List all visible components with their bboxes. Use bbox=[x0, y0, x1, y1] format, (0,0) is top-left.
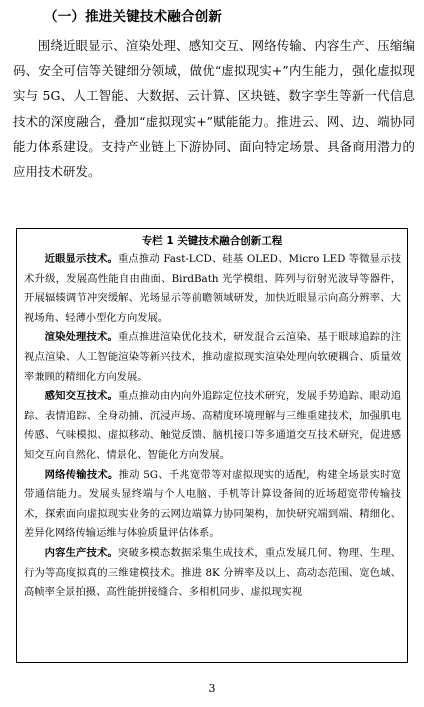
box-item-lead: 渲染处理技术。 bbox=[44, 331, 119, 344]
box-item-near-eye-display bbox=[17, 250, 407, 328]
box-item-rendering bbox=[17, 328, 407, 387]
box-item-lead: 近眼显示技术。 bbox=[44, 253, 118, 265]
section-heading: （一）推进关键技术融合创新 bbox=[44, 9, 223, 25]
column-box bbox=[16, 228, 408, 663]
box-item-text: 重点推进渲染优化技术，研发混合云渲染、基于眼球追踪的注视点渲染、人工智能渲染等新兴技术，推动虚拟现实渲染处理向软硬耦合、质量效率兼顾的精细化方向发展。 bbox=[24, 331, 402, 383]
page-number: 3 bbox=[208, 682, 216, 695]
box-item-perception-interaction bbox=[17, 387, 407, 465]
column-box-title: 专栏 1 关键技术融合创新工程 bbox=[141, 235, 283, 247]
box-item-lead: 感知交互技术。 bbox=[44, 390, 119, 403]
box-item-lead: 网络传输技术。 bbox=[44, 468, 119, 481]
section-paragraph: 围绕近眼显示、渲染处理、感知交互、网络传输、内容生产、压缩编码、安全可信等关键细分领域，做优“虚拟现实+”内生能力，强化虚拟现实与 5G、人工智能、大数据、云计算、区块链、数字孪生等新一代信息技术的深度融合，叠加“虚拟现实+”赋能能力。推进云、网、边、端协同能力体系建设。支持产业链上下游协同、面向特定场景、具备商用潜力的应用技术研发。 bbox=[13, 38, 415, 180]
box-item-text: 重点推动由内向外追踪定位技术研究，发展手势追踪、眼动追踪、表情追踪、全身动捕、沉浸声场、高精度环境理解与三维重建技术，加强肌电传感、气味模拟、虚拟移动、触觉反馈、脑机接口等多通道交互技术研究，促进感知交互向自然化、情景化、智能化方向发展。 bbox=[24, 390, 402, 461]
box-item-text: 重点推动 Fast-LCD、硅基 OLED、Micro LED 等微显示技术升级，发展高性能自由曲面、BirdBath 光学模组、阵列与衍射光波导等器件，开展辐辏调节冲突缓解、光场显示等前瞻领域研发，加快近眼显示向高分辨率、大视场角、轻薄小型化方向发展。 bbox=[24, 253, 402, 324]
box-item-content-production bbox=[17, 544, 407, 603]
box-item-text: 推动 5G、千兆宽带等对虚拟现实的适配，构建全场景实时宽带通信能力。发展头显终端与个人电脑、手机等计算设备间的近场超宽带传输技术，探索面向虚拟现实业务的云网边端算力协同架构，加快研究端到端、精细化、差异化网络传输运维与体验质量评估体系。 bbox=[24, 468, 402, 540]
box-item-lead: 内容生产技术。 bbox=[44, 546, 119, 559]
box-item-network-transmission bbox=[17, 466, 407, 544]
box-item-text: 突破多模态数据采集生成技术，重点发展几何、物理、生理、行为等高度拟真的三维建模技术。推进 8K 分辨率及以上、高动态范围、宽色域、高帧率全景拍摄、高性能拼接缝合、多相机同步、虚拟现实视 bbox=[24, 546, 402, 599]
